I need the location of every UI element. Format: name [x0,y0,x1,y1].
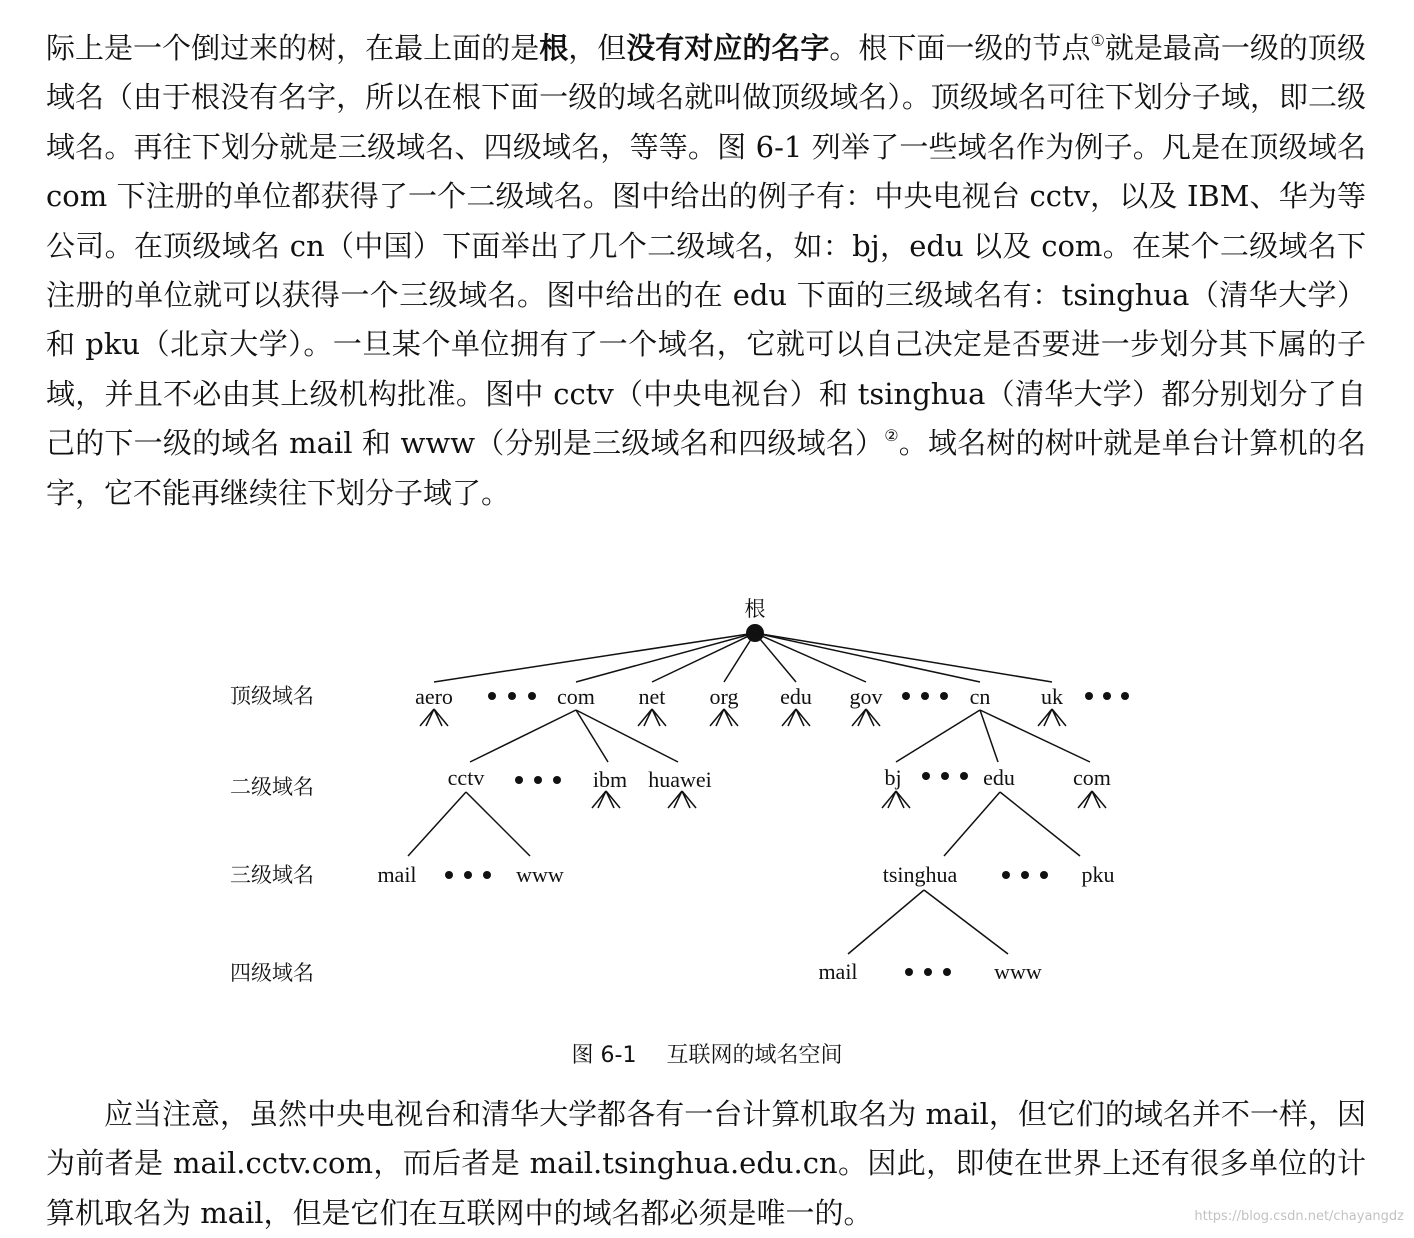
para1-text-3: 。根下面一级的节点 [829,31,1091,65]
com-edges [470,710,678,762]
tsinghua-edges [848,890,1008,954]
caption-number: 图 6-1 [571,1043,637,1068]
para1-text-5: 。域名树的树叶就是单台计算机的名字，它不能再继续往下划分子域了。 [46,426,1366,510]
tld-aero: aero [415,684,453,709]
domain-tree-figure [0,580,1414,1020]
bold-phrase: 没有对应的名字 [626,31,830,65]
sld-huawei: huawei [648,767,712,792]
sld-edu: edu [983,765,1015,790]
root-term: 根 [539,31,569,65]
tld-gov: gov [849,684,883,709]
third-mail: mail [377,862,417,887]
para1-text-2: ，但 [568,31,627,65]
ellipsis-dots [488,692,536,700]
edu-edges [944,792,1080,856]
third-tsinghua: tsinghua [882,862,958,887]
watermark: https://blog.csdn.net/chayangdz [1194,1209,1404,1224]
third-www: www [516,862,564,887]
root-edges [434,633,1052,682]
third-pku: pku [1081,862,1115,887]
root-label: 根 [744,597,766,621]
ellipsis-dots [1085,692,1129,700]
footnote-mark-2[interactable]: ② [884,426,899,446]
sld-cctv: cctv [447,765,485,790]
tld-org: org [709,684,739,709]
tld-net: net [638,684,666,709]
ellipsis-dots [902,692,948,700]
sld-bj: bj [884,765,902,790]
footnote-mark-1[interactable]: ① [1090,31,1105,50]
level-label-fourth: 四级域名 [230,961,314,985]
tld-uk: uk [1041,684,1063,709]
level-label-second: 二级域名 [230,775,314,799]
tld-cn: cn [969,684,991,709]
ellipsis-dots [905,968,951,976]
para1-text-4: 就是最高一级的顶级域名（由于根没有名字，所以在根下面一级的域名就叫做顶级域名）。顶级域名可往下划分子域，即二级域名。再往下划分就是三级域名、四级域名，等等。图 6-1 列举了一些域名作为例子。凡是在顶级域名 com 下注册的单位都获得了一个二级域名。图中给出的例子有：中央电视台 cctv，以及 IBM、华为等公司。在顶级域名 cn（中国）下面举出了几个二级域名，如：bj，edu 以及 com。在某个二级域名下注册的单位就可以获得一个三级域名。图中给出的在 edu 下面的三级域名有：tsinghua（清华大学）和 pku（北京大学）。一旦某个单位拥有了一个域名，它就可以自己决定是否要进一步划分其下属的子域，并且不必由其上级机构批准。图中 cctv（中央电视台）和 tsinghua（清华大学）都分别划分了自己的下一级的域名 mail 和 www（分别是三级域名和四级域名） [46,31,1366,461]
para1-text-1: 际上是一个倒过来的树，在最上面的是 [46,31,540,65]
fourth-mail: mail [818,959,858,984]
tld-edu: edu [780,684,812,709]
note-paragraph: 应当注意，虽然中央电视台和清华大学都各有一台计算机取名为 mail，但它们的域名并不一样，因为前者是 mail.cctv.com，而后者是 mail.tsinghua.edu.cn。因此，即使在世界上还有很多单位的计算机取名为 mail，但是它们在互联网中的域名都必须是唯一的。 [46,1097,1366,1230]
level-label-top: 顶级域名 [230,684,314,708]
sld-com: com [1073,765,1111,790]
tld-com: com [557,684,595,709]
ellipsis-dots [515,776,561,784]
sld-ibm: ibm [592,767,628,792]
cn-edges [896,710,1090,762]
ellipsis-dots [1002,871,1048,879]
ellipsis-dots [922,772,968,780]
figure-caption [0,1038,1414,1069]
cctv-edges [408,792,530,856]
caption-title: 互联网的域名空间 [666,1043,843,1068]
fourth-www: www [994,959,1042,984]
ellipsis-dots [445,871,491,879]
level-label-third: 三级域名 [230,863,314,887]
intro-paragraph [46,24,1366,518]
subtree-fan-marks [420,709,1106,808]
